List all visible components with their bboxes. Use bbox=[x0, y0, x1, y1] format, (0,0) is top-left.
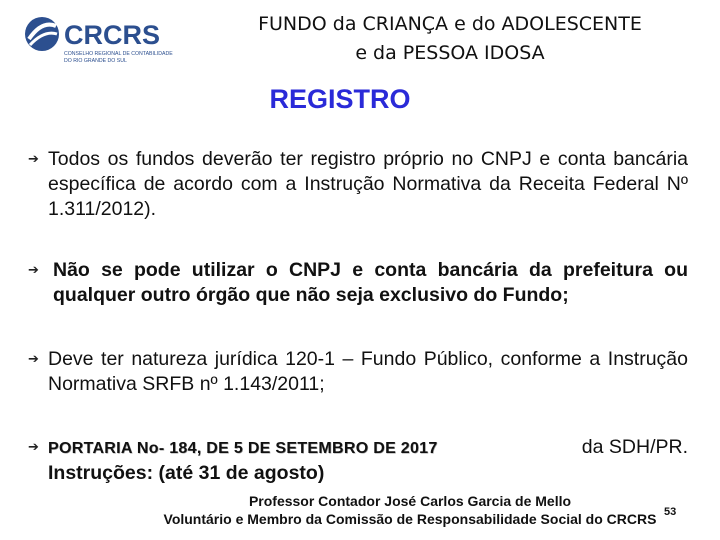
crcrs-logo bbox=[20, 12, 180, 68]
bullet-item bbox=[28, 435, 688, 486]
logo-subtitle-2: DO RIO GRANDE DO SUL bbox=[64, 58, 127, 64]
footer-role: Voluntário e Membro da Comissão de Responsabilidade Social do CRCRS bbox=[163, 511, 657, 527]
page-number: 53 bbox=[664, 506, 677, 518]
header-title bbox=[200, 10, 700, 68]
header-line-2: e da PESSOA IDOSA bbox=[355, 42, 545, 64]
instructions-deadline: Instruções: (até 31 de agosto) bbox=[48, 462, 325, 484]
arrow-right-icon: ➔ bbox=[28, 440, 39, 455]
bullet-text: Deve ter natureza jurídica 120-1 – Fundo Público, conforme a Instrução Normativa SRFB nº 1.143/2011; bbox=[48, 348, 688, 395]
logo-subtitle-1: CONSELHO REGIONAL DE CONTABILIDADE bbox=[64, 51, 173, 57]
sdh-reference: da SDH/PR. bbox=[581, 436, 688, 458]
footer bbox=[140, 492, 680, 528]
bullet-item bbox=[28, 347, 688, 397]
footer-author: Professor Contador José Carlos Garcia de Mello bbox=[248, 493, 572, 509]
bullet-text: Todos os fundos deverão ter registro próprio no CNPJ e conta bancária específica de acordo com a Instrução Normativa da Receita Federal Nº 1.311/2012). bbox=[48, 148, 688, 220]
bullet-text bbox=[48, 435, 688, 486]
bullet-item bbox=[28, 258, 688, 308]
header-line-1: FUNDO da CRIANÇA e do ADOLESCENTE bbox=[258, 13, 642, 35]
portaria-reference: PORTARIA No- 184, DE 5 DE SETEMBRO DE 2017 bbox=[48, 440, 438, 457]
logo-name: CRCRS bbox=[64, 20, 161, 50]
arrow-right-icon: ➔ bbox=[28, 352, 39, 367]
arrow-right-icon: ➔ bbox=[28, 152, 39, 167]
bullet-text: Não se pode utilizar o CNPJ e conta bancária da prefeitura ou qualquer outro órgão que não seja exclusivo do Fundo; bbox=[53, 259, 688, 306]
bullet-item bbox=[28, 147, 688, 222]
arrow-right-icon: ➔ bbox=[28, 263, 39, 278]
section-title: REGISTRO bbox=[269, 84, 411, 114]
